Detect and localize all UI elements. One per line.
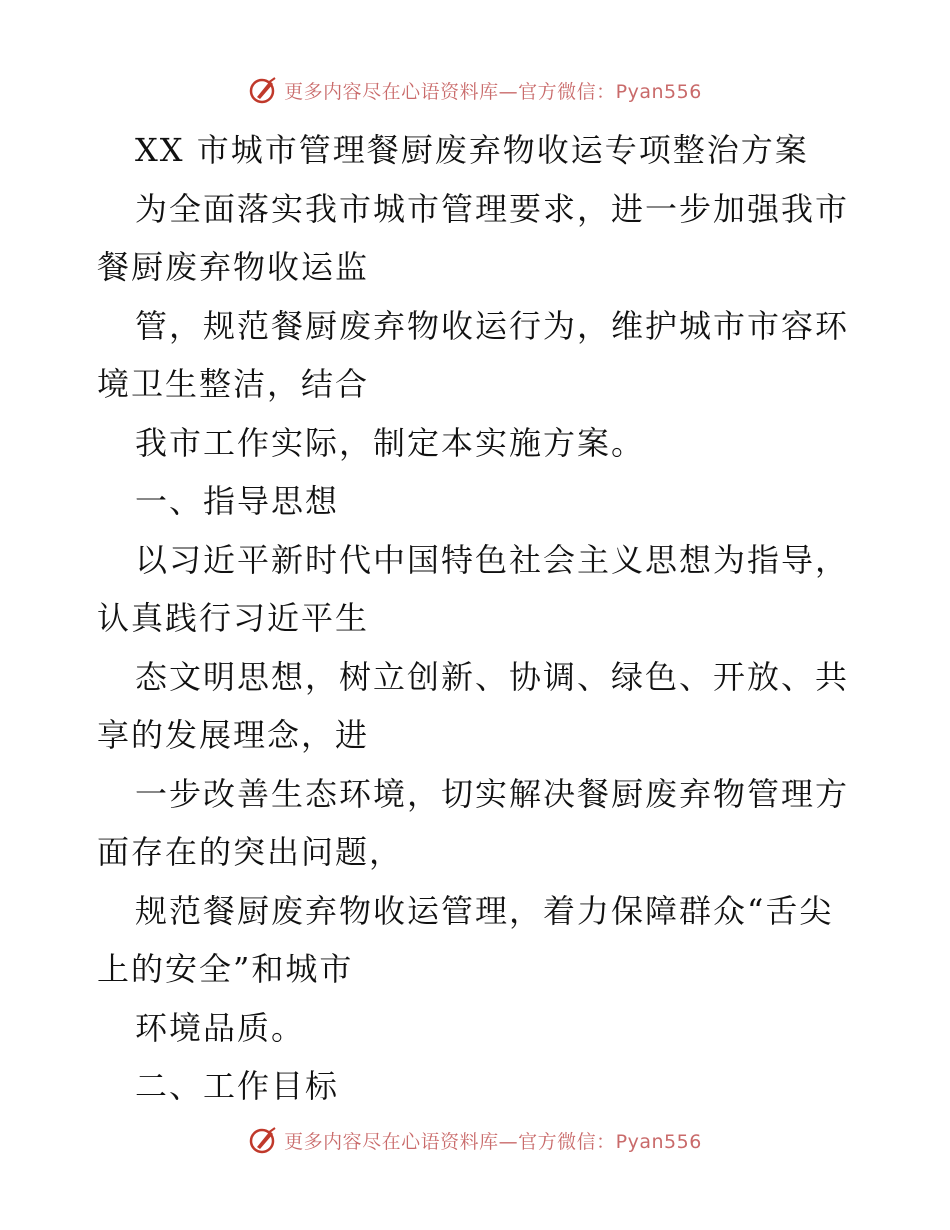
paragraph-line: 规范餐厨废弃物收运管理，着力保障群众“舌尖 [135, 891, 834, 930]
header-watermark [0, 70, 950, 110]
paragraph-line: 餐厨废弃物收运监 [97, 248, 370, 286]
paragraph-line: 境卫生整洁，结合 [97, 365, 370, 403]
watermark-text: 更多内容尽在心语资料库—官方微信：Pyan556 [284, 80, 702, 103]
document-title: XX 市城市管理餐厨废弃物收运专项整治方案 [135, 131, 809, 169]
paragraph-line: 环境品质。 [135, 1008, 306, 1047]
paragraph-line: 为全面落实我市城市管理要求，进一步加强我市 [135, 189, 850, 228]
paragraph-line: 享的发展理念，进 [97, 716, 370, 754]
quill-pen-logo-icon [248, 75, 278, 105]
paragraph-line: 面存在的突出问题， [97, 833, 404, 871]
paragraph-line: 态文明思想，树立创新、协调、绿色、开放、共 [135, 657, 850, 696]
paragraph-line: 我市工作实际，制定本实施方案。 [135, 423, 646, 462]
section-heading: 二、工作目标 [135, 1067, 340, 1105]
paragraph-line: 以习近平新时代中国特色社会主义思想为指导， [135, 540, 850, 579]
section-heading: 一、指导思想 [135, 482, 340, 520]
paragraph-line: 管，规范餐厨废弃物收运行为，维护城市市容环 [135, 306, 850, 345]
paragraph-line: 认真践行习近平生 [97, 599, 370, 637]
quill-pen-logo-icon [248, 1125, 278, 1155]
footer-watermark [0, 1120, 950, 1160]
document-body [97, 121, 857, 1116]
watermark-text: 更多内容尽在心语资料库—官方微信：Pyan556 [284, 1130, 702, 1153]
paragraph-line: 一步改善生态环境，切实解决餐厨废弃物管理方 [135, 774, 850, 813]
paragraph-line: 上的安全”和城市 [97, 950, 354, 988]
